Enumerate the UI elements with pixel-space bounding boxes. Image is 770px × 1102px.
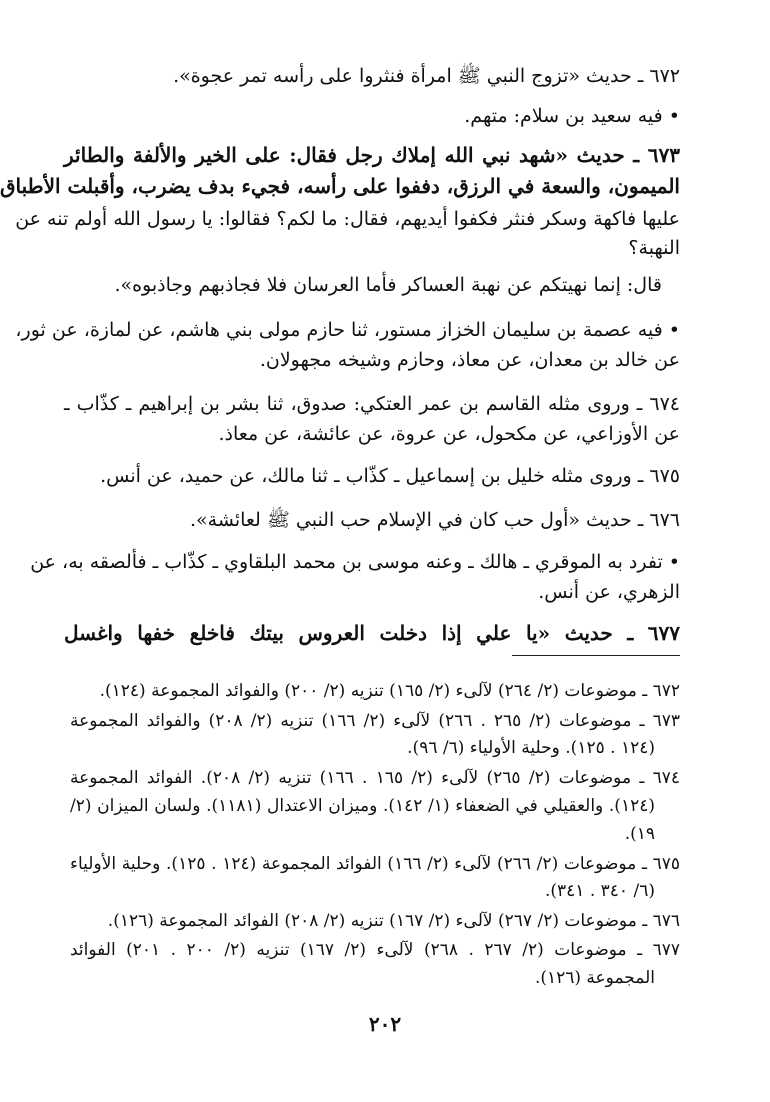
hadith-672-note: • فيه سعيد بن سلام: متهم. bbox=[464, 105, 680, 127]
hadith-673-note-1: • فيه عصمة بن سليمان الخزاز مستور، ثنا حازم مولى بني هاشم، عن لمازة، عن ثور، bbox=[15, 319, 680, 341]
footnote-673-line-1: ٦٧٣ ـ موضوعات (٢/ ٢٦٥ . ٢٦٦) لآلىء (٢/ ١٦٦) تنزيه (٢/ ٢٠٨) والفوائد المجموعة bbox=[70, 711, 680, 731]
footnote-674-line-1: ٦٧٤ ـ موضوعات (٢/ ٢٦٥) لآلىء (٢/ ١٦٥ . ١٦٦) تنزيه (٢/ ٢٠٨). الفوائد المجموعة bbox=[70, 768, 680, 788]
hadith-677-line: ٦٧٧ ـ حديث «يا علي إذا دخلت العروس بيتك فاخلع خفها واغسل bbox=[64, 621, 680, 645]
hadith-673-line-2: الميمون، والسعة في الرزق، دففوا على رأسه، فجيء بدف يضرب، وأقبلت الأطباق bbox=[0, 174, 680, 198]
page-number: ٢٠٢ bbox=[368, 1012, 402, 1036]
hadith-676-note-2: الزهري، عن أنس. bbox=[538, 581, 680, 603]
hadith-674-line-2: عن الأوزاعي، عن مكحول، عن عروة، عن عائشة، عن معاذ. bbox=[218, 423, 680, 445]
footnote-separator bbox=[512, 655, 680, 656]
hadith-676-note-1: • تفرد به الموقري ـ هالك ـ وعنه موسى بن محمد البلقاوي ـ كذّاب ـ فألصقه به، عن bbox=[30, 551, 680, 573]
footnote-672: ٦٧٢ ـ موضوعات (٢/ ٢٦٤) لآلىء (٢/ ١٦٥) تنزيه (٢/ ٢٠٠) والفوائد المجموعة (١٢٤). bbox=[99, 681, 680, 701]
hadith-675-line: ٦٧٥ ـ وروى مثله خليل بن إسماعيل ـ كذّاب ـ ثنا مالك، عن حميد، عن أنس. bbox=[100, 465, 680, 487]
hadith-673-note-2: عن خالد بن معدان، عن معاذ، وحازم وشيخه مجهولان. bbox=[259, 349, 680, 371]
footnote-674-line-2: (١٢٤). والعقيلي في الضعفاء (١/ ١٤٢). وميزان الاعتدال (١١٨١). ولسان الميزان (٢/ bbox=[70, 796, 655, 816]
footnote-674-line-3: ١٩). bbox=[624, 824, 655, 844]
footnote-675-line-2: (٦/ ٣٤٠ . ٣٤١). bbox=[545, 881, 655, 901]
hadith-674-line-1: ٦٧٤ ـ وروى مثله القاسم بن عمر العتكي: صدوق، ثنا بشر بن إبراهيم ـ كذّاب ـ bbox=[64, 393, 680, 415]
hadith-673-line-3: عليها فاكهة وسكر فنثر فكفوا أيديهم، فقال: ما لكم؟ فقالوا: يا رسول الله أولم تنه عن bbox=[15, 208, 680, 230]
hadith-673-line-4: النهبة؟ bbox=[628, 237, 680, 259]
hadith-673-line-5: قال: إنما نهيتكم عن نهبة العساكر فأما العرسان فلا فجاذبهم وجاذبوه». bbox=[114, 274, 662, 296]
footnote-676: ٦٧٦ ـ موضوعات (٢/ ٢٦٧) لآلىء (٢/ ١٦٧) تنزيه (٢/ ٢٠٨) الفوائد المجموعة (١٢٦). bbox=[107, 911, 680, 931]
footnote-673-line-2: (١٢٤ . ١٢٥). وحلية الأولياء (٦/ ٩٦). bbox=[407, 738, 655, 758]
hadith-676-line: ٦٧٦ ـ حديث «أول حب كان في الإسلام حب النبي ﷺ لعائشة». bbox=[190, 509, 680, 531]
footnote-677-line-1: ٦٧٧ ـ موضوعات (٢/ ٢٦٧ . ٢٦٨) لآلىء (٢/ ١٦٧) تنزيه (٢/ ٢٠٠ . ٢٠١) الفوائد bbox=[70, 940, 680, 960]
hadith-673-line-1: ٦٧٣ ـ حديث «شهد نبي الله إملاك رجل فقال: على الخير والألفة والطائر bbox=[64, 143, 680, 167]
footnote-675-line-1: ٦٧٥ ـ موضوعات (٢/ ٢٦٦) لآلىء (٢/ ١٦٦) الفوائد المجموعة (١٢٤ . ١٢٥). وحلية الأولياء bbox=[70, 854, 680, 874]
hadith-672-line: ٦٧٢ ـ حديث «تزوج النبي ﷺ امرأة فنثروا على رأسه تمر عجوة». bbox=[173, 65, 680, 87]
footnote-677-line-2: المجموعة (١٢٦). bbox=[534, 968, 655, 988]
